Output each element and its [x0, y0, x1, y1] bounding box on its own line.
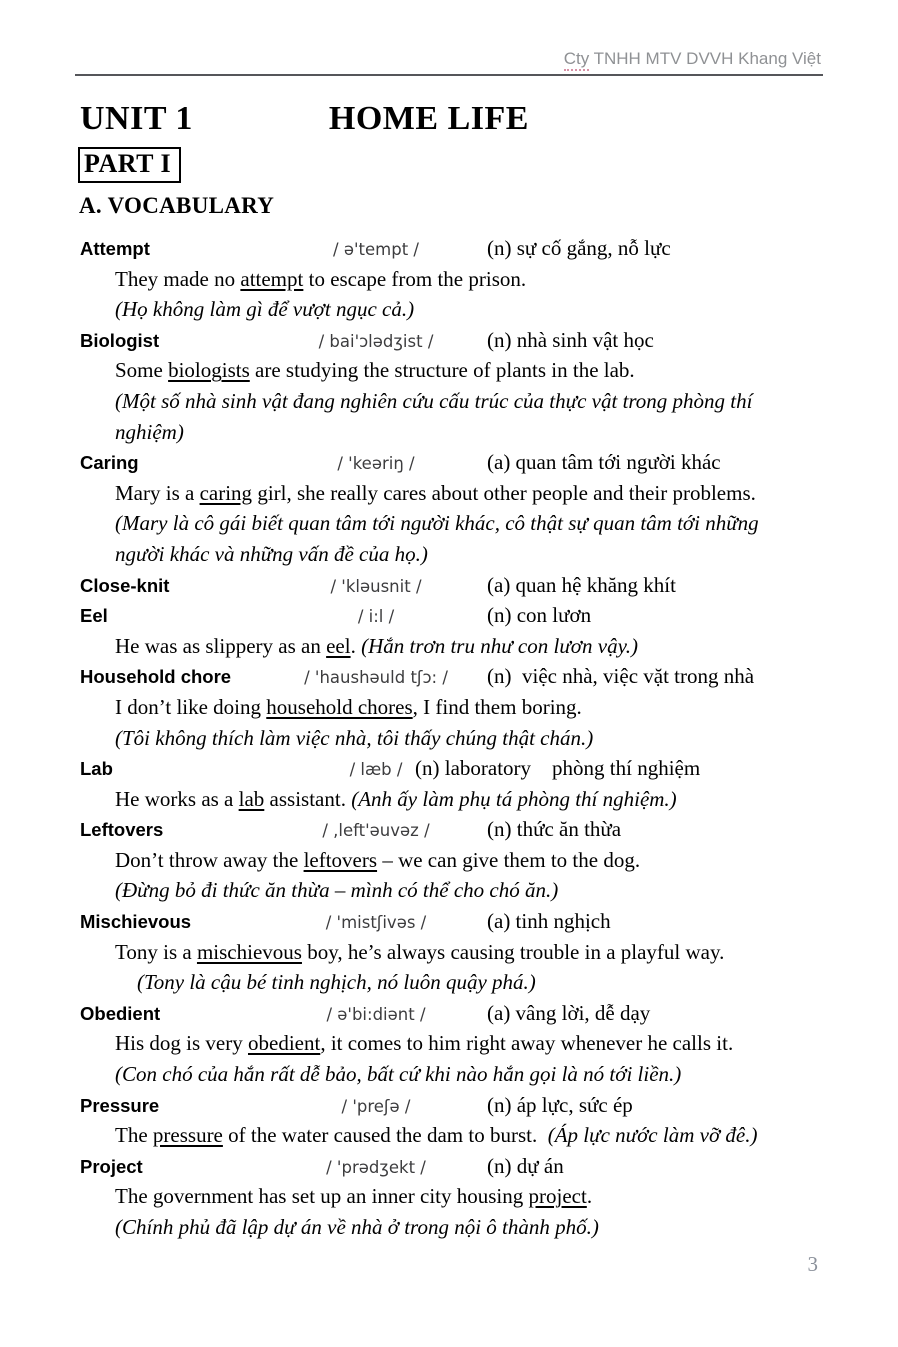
text-segment: are studying the structure of plants in the lab.: [249, 358, 635, 383]
vocab-entry: [80, 661, 825, 753]
vocab-meaning: (n) nhà sinh vật học: [487, 327, 654, 352]
underlined-term: pressure: [152, 1123, 223, 1148]
vocab-word: Lab: [80, 758, 113, 780]
text-segment: Mary is a: [115, 480, 200, 505]
example-sentence: [80, 355, 825, 386]
company-header-prefix: Cty: [564, 49, 590, 71]
vocab-meaning: (n) laboratory phòng thí nghiệm: [415, 756, 701, 781]
vocab-word: Pressure: [80, 1094, 160, 1116]
vocab-word: Attempt: [80, 238, 150, 259]
vocab-pronunciation: / bai'ɔlədʒist /: [318, 331, 434, 351]
vocab-meaning: (a) tinh nghịch: [487, 909, 611, 934]
vocab-pronunciation: / ,left'əuvəz /: [322, 821, 430, 841]
vocab-entry: [80, 600, 825, 661]
underlined-term: lab: [238, 786, 265, 811]
vocab-head-row: [80, 233, 825, 264]
vocab-word: Mischievous: [80, 911, 192, 933]
translation-line: [80, 1212, 825, 1243]
vocab-entry: [80, 906, 825, 998]
vocab-word: Obedient: [80, 1002, 161, 1024]
text-segment: boy, he’s always causing trouble in a playful way.: [301, 939, 725, 964]
vocab-pronunciation: / 'haushəuld tʃɔ: /: [304, 668, 448, 688]
example-sentence: [80, 692, 825, 723]
text-segment: (Tôi không thích làm việc nhà, tôi thấy chúng thật chán.): [115, 725, 594, 750]
vocab-word: Biologist: [80, 329, 160, 351]
text-segment: to escape from the prison.: [303, 266, 527, 291]
unit-title: [80, 100, 529, 138]
underlined-term: project: [528, 1184, 587, 1209]
inline-translation: (Hắn trơn tru như con lươn vậy.): [361, 633, 638, 658]
part-badge: PART I: [78, 147, 181, 183]
vocab-word: Eel: [80, 605, 108, 627]
inline-translation: (Anh ấy làm phụ tá phòng thí nghiệm.): [351, 786, 677, 811]
vocab-head-row: [80, 753, 825, 784]
vocab-word: Close-knit: [80, 574, 170, 596]
vocab-entry: [80, 753, 825, 814]
vocab-head-row: [80, 1090, 825, 1121]
translation-line: [80, 294, 825, 325]
text-segment: , it comes to him right away whenever he calls it.: [320, 1031, 734, 1056]
vocab-entry: [80, 814, 825, 906]
underlined-term: caring: [199, 480, 253, 505]
vocab-word: Project: [80, 1155, 143, 1177]
vocab-entry: [80, 1151, 825, 1243]
vocab-meaning: (n) dự án: [487, 1153, 564, 1178]
text-segment: They made no: [115, 266, 241, 291]
vocab-meaning: (n) con lươn: [487, 603, 592, 628]
vocab-pronunciation: / 'prədʒekt /: [326, 1157, 426, 1177]
example-sentence: [80, 784, 825, 815]
example-sentence: [80, 1181, 825, 1212]
text-segment: of the water caused the dam to burst.: [222, 1123, 548, 1148]
underlined-term: biologists: [168, 358, 250, 383]
text-segment: , I find them boring.: [412, 694, 582, 719]
section-heading: A. VOCABULARY: [79, 193, 275, 218]
underlined-term: household chores: [266, 694, 413, 719]
vocab-pronunciation: / 'kləusnit /: [330, 576, 422, 596]
text-segment: He works as a: [115, 786, 239, 811]
translation-line: [80, 875, 825, 906]
vocab-head-row: [80, 570, 825, 601]
text-segment: assistant.: [264, 786, 352, 811]
vocab-word: Caring: [80, 452, 139, 474]
vocab-word: Leftovers: [80, 819, 164, 841]
vocab-head-row: [80, 998, 825, 1029]
example-sentence: [80, 264, 825, 295]
vocab-entry: [80, 1090, 825, 1151]
example-sentence: [80, 845, 825, 876]
vocab-head-row: [80, 1151, 825, 1182]
vocab-meaning: (a) quan tâm tới người khác: [487, 450, 721, 475]
translation-line: [80, 723, 825, 754]
text-segment: người khác và những vấn đề của họ.): [115, 541, 428, 566]
text-segment: – we can give them to the dog.: [377, 847, 641, 872]
text-segment: (Một số nhà sinh vật đang nghiên cứu cấu trúc của thực vật trong phòng thí: [115, 388, 753, 413]
vocab-pronunciation: / 'keəriŋ /: [337, 454, 415, 474]
example-sentence: [80, 1120, 825, 1151]
text-segment: Tony is a: [115, 939, 197, 964]
vocab-pronunciation: / i:l /: [357, 607, 395, 627]
text-segment: I don’t like doing: [115, 694, 267, 719]
inline-translation: (Áp lực nước làm vỡ đê.): [547, 1123, 758, 1148]
translation-line: [80, 539, 825, 570]
translation-line: [80, 417, 825, 448]
text-segment: Some: [115, 358, 169, 383]
text-segment: (Họ không làm gì để vượt ngục cả.): [115, 297, 415, 322]
underlined-term: eel: [326, 633, 351, 658]
text-segment: Don’t throw away the: [115, 847, 304, 872]
vocab-entry: [80, 570, 825, 601]
text-segment: (Đừng bỏ đi thức ăn thừa – mình có thể cho chó ăn.): [115, 878, 559, 903]
vocab-head-row: [80, 447, 825, 478]
example-sentence: [80, 937, 825, 968]
translation-line: [80, 967, 825, 998]
vocab-meaning: (n) sự cố gắng, nỗ lực: [487, 236, 671, 260]
vocab-pronunciation: / ə'bi:diənt /: [326, 1004, 426, 1024]
text-segment: The: [115, 1123, 153, 1148]
text-segment: (Tony là cậu bé tinh nghịch, nó luôn quậy phá.): [137, 970, 536, 995]
vocab-meaning: (n) thức ăn thừa: [487, 817, 622, 842]
vocab-pronunciation: / læb /: [349, 760, 403, 780]
vocabulary-list: [80, 233, 825, 1243]
page-number: 3: [807, 1252, 818, 1276]
text-segment: (Chính phủ đã lập dự án về nhà ở trong nội ô thành phố.): [115, 1215, 599, 1239]
vocab-entry: [80, 447, 825, 569]
unit-name: HOME LIFE: [328, 100, 529, 137]
vocab-pronunciation: / 'preʃə /: [341, 1096, 411, 1116]
translation-line: [80, 508, 825, 539]
text-segment: (Con chó của hắn rất dễ bảo, bất cứ khi nào hắn gọi là nó tới liền.): [115, 1062, 682, 1087]
vocab-meaning: (n) việc nhà, việc vặt trong nhà: [487, 664, 755, 689]
underlined-term: mischievous: [196, 939, 302, 964]
vocab-meaning: (a) vâng lời, dễ dạy: [487, 1000, 651, 1025]
vocab-pronunciation: / ə'tempt /: [333, 240, 419, 259]
vocab-head-row: [80, 814, 825, 845]
text-segment: .: [350, 633, 362, 658]
translation-line: [80, 1059, 825, 1090]
unit-number: UNIT 1: [80, 100, 193, 137]
vocab-entry: [80, 325, 825, 447]
vocab-pronunciation: / 'mistʃivəs /: [325, 913, 427, 933]
text-segment: The government has set up an inner city housing: [115, 1184, 529, 1209]
vocab-entry: [80, 233, 825, 325]
vocab-entry: [80, 998, 825, 1090]
company-header-rest: TNHH MTV DVVH Khang Việt: [589, 49, 821, 68]
vocab-head-row: [80, 325, 825, 356]
example-sentence: [80, 1028, 825, 1059]
text-segment: .: [586, 1184, 593, 1209]
vocab-head-row: [80, 661, 825, 692]
company-header: [564, 49, 821, 69]
underlined-term: attempt: [240, 266, 304, 291]
vocab-word: Household chore: [80, 666, 232, 688]
header-divider-line: [75, 74, 823, 76]
vocab-head-row: [80, 906, 825, 937]
translation-line: [80, 386, 825, 417]
text-segment: girl, she really cares about other people and their problems.: [252, 480, 756, 505]
text-segment: (Mary là cô gái biết quan tâm tới người khác, cô thật sự quan tâm tới những: [115, 511, 759, 536]
text-segment: nghiệm): [115, 419, 184, 444]
underlined-term: leftovers: [303, 847, 378, 872]
text-segment: His dog is very: [115, 1031, 248, 1056]
vocab-meaning: (a) quan hệ khăng khít: [487, 572, 676, 597]
vocab-meaning: (n) áp lực, sức ép: [487, 1092, 633, 1117]
example-sentence: [80, 631, 825, 662]
vocab-head-row: [80, 600, 825, 631]
text-segment: He was as slippery as an: [115, 633, 327, 658]
example-sentence: [80, 478, 825, 509]
underlined-term: obedient: [248, 1031, 321, 1056]
